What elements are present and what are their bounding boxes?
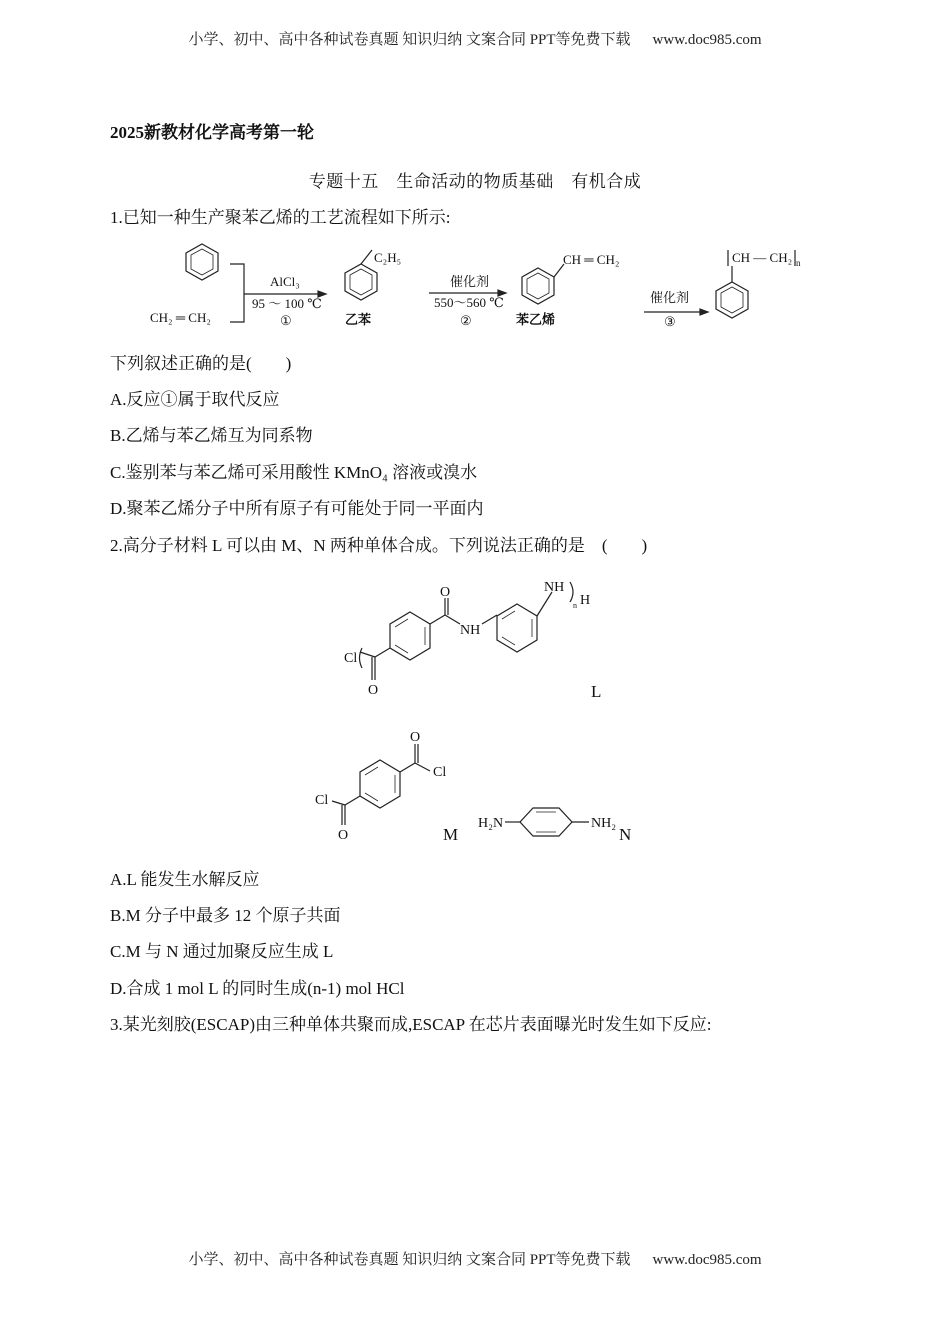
q1-prompt: 下列叙述正确的是( )	[110, 354, 292, 373]
L-amide-NH: NH	[460, 623, 481, 638]
page-header-top	[0, 28, 950, 49]
q2-stem: 2.高分子材料 L 可以由 M、N 两种单体合成。下列说法正确的是 ( )	[110, 536, 648, 555]
L-carbonyl-O-top: O	[440, 585, 451, 600]
ethylene-formula: CH₂ ═ CH₂	[150, 310, 211, 325]
ethylbenzene-substituent: C₂H₅	[374, 250, 402, 265]
M-Cl-left: Cl	[315, 793, 329, 808]
step1-condition: 95 ～ 100 ℃	[252, 296, 322, 311]
document-title: 2025新教材化学高考第一轮	[110, 123, 314, 142]
L-carbonyl-O-bottom: O	[368, 683, 379, 698]
structure-N	[475, 800, 645, 848]
polymer-subscript-n: n	[796, 258, 801, 268]
step2-condition: 550～560 ℃	[434, 295, 504, 310]
step2-reagent: 催化剂	[450, 274, 490, 289]
footer-text: 小学、初中、高中各种试卷真题 知识归纳 文案合同 PPT等免费下载	[188, 1252, 631, 1268]
q2-option-a: A.L 能发生水解反应	[110, 870, 260, 889]
structure-L	[340, 570, 640, 705]
structure-M	[310, 722, 480, 847]
step1-reagent: AlCl₃	[270, 274, 300, 289]
N-label: N	[619, 825, 632, 844]
L-end-NH: NH	[544, 580, 565, 595]
M-O-top: O	[410, 730, 421, 745]
N-NH2: NH₂	[591, 816, 617, 831]
header-site[interactable]: www.doc985.com	[652, 32, 762, 48]
page-footer	[0, 1248, 950, 1269]
step1-number: ①	[280, 313, 292, 328]
N-H2N: H₂N	[478, 816, 504, 831]
step3-number: ③	[664, 314, 676, 329]
polymer-repeat-unit: CH — CH₂	[732, 250, 793, 265]
L-label: L	[591, 682, 602, 701]
q2-option-b: B.M 分子中最多 12 个原子共面	[110, 906, 341, 925]
L-end-Cl: Cl	[344, 651, 358, 666]
step2-number: ②	[460, 313, 472, 328]
footer-site[interactable]: www.doc985.com	[652, 1252, 762, 1268]
ethylbenzene-name: 乙苯	[345, 312, 372, 327]
M-Cl-right: Cl	[433, 765, 447, 780]
step3-reagent: 催化剂	[650, 290, 690, 305]
styrene-name: 苯乙烯	[516, 312, 556, 327]
q1-option-c: C.鉴别苯与苯乙烯可采用酸性 KMnO₄ 溶液或溴水	[110, 463, 478, 482]
M-label: M	[443, 825, 459, 844]
section-subtitle: 专题十五 生命活动的物质基础 有机合成	[308, 172, 642, 192]
L-end-H: H	[580, 593, 591, 608]
q1-reaction-scheme	[140, 236, 820, 336]
L-subscript-n: n	[573, 601, 577, 610]
q1-stem: 1.已知一种生产聚苯乙烯的工艺流程如下所示:	[110, 208, 451, 227]
q2-option-c: C.M 与 N 通过加聚反应生成 L	[110, 942, 334, 961]
q1-option-a: A.反应①属于取代反应	[110, 390, 280, 409]
header-text: 小学、初中、高中各种试卷真题 知识归纳 文案合同 PPT等免费下载	[188, 32, 631, 48]
styrene-substituent: CH ═ CH₂	[563, 252, 620, 267]
q1-option-d: D.聚苯乙烯分子中所有原子有可能处于同一平面内	[110, 499, 484, 518]
M-O-bottom: O	[338, 828, 349, 843]
q1-option-b: B.乙烯与苯乙烯互为同系物	[110, 426, 313, 445]
q2-option-d: D.合成 1 mol L 的同时生成(n-1) mol HCl	[110, 979, 405, 998]
q3-stem: 3.某光刻胶(ESCAP)由三种单体共聚而成,ESCAP 在芯片表面曝光时发生如下反应:	[110, 1015, 712, 1034]
